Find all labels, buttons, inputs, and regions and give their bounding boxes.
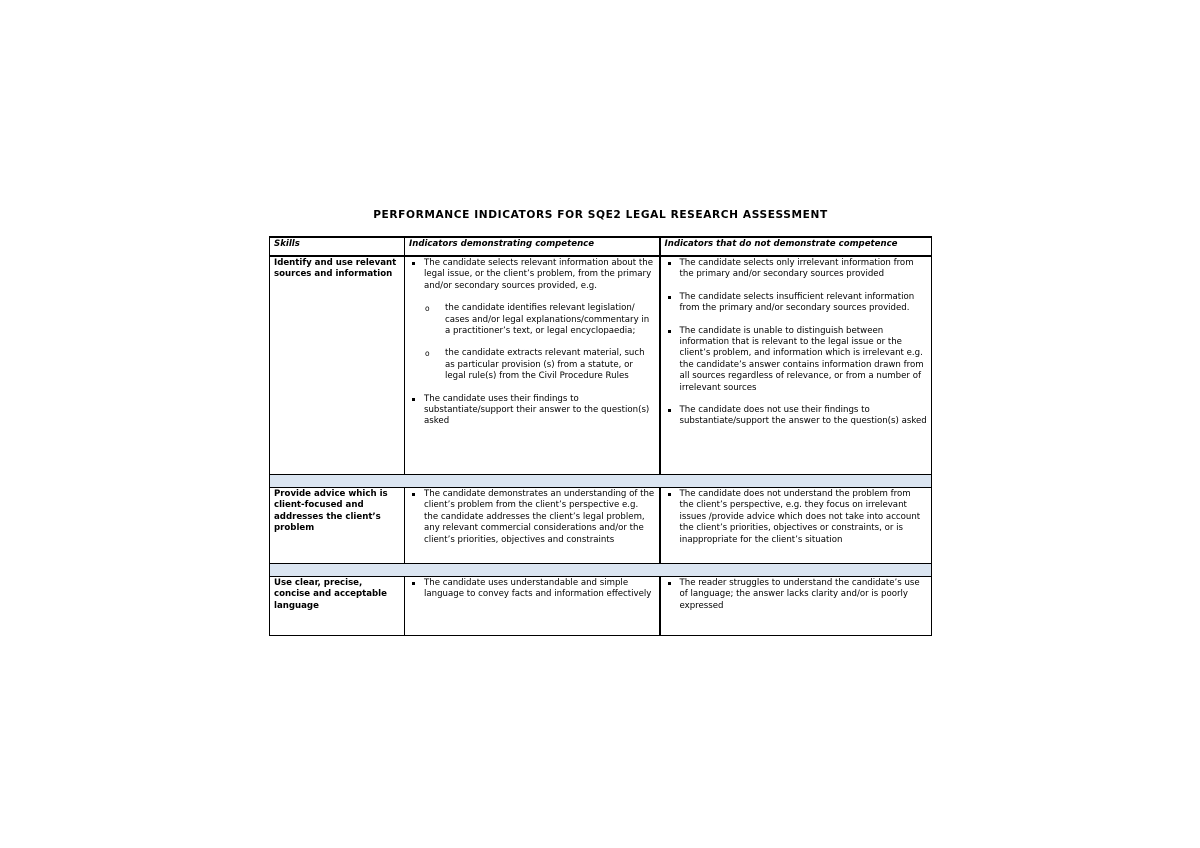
list-item: The candidate demonstrates an understanding of the client’s problem from the client’s perspective e.g. the candidate addresses the client’s legal problem, any relevant commercial considerations and/or the client’s priorities, objectives and constraints — [409, 489, 655, 546]
competent-cell — [405, 577, 660, 636]
list-item: The candidate does not understand the problem from the client’s perspective, e.g. they focus on irrelevant issues /provide advice which does not take into account the client’s priorities, objectives or constraints, or is inappropriate for the client’s situation — [665, 489, 928, 546]
list-item: The candidate selects only irrelevant information from the primary and/or secondary sources provided — [665, 258, 928, 281]
competent-cell — [405, 256, 660, 475]
sub-list — [424, 303, 655, 382]
list-item: The candidate uses understandable and simple language to convey facts and information effectively — [409, 578, 655, 601]
table-row — [270, 577, 932, 636]
spacer-row — [270, 564, 932, 577]
sub-list-item: o the candidate extracts relevant material, such as particular provision (s) from a statute, or legal rule(s) from the Civil Procedure Rules — [424, 348, 655, 382]
not-competent-cell — [660, 256, 932, 475]
skill-cell: Identify and use relevant sources and information — [270, 256, 405, 475]
performance-indicators-table — [269, 236, 932, 636]
header-skills: Skills — [270, 237, 405, 256]
header-not-competent: Indicators that do not demonstrate competence — [660, 237, 932, 256]
table-row — [270, 488, 932, 564]
competent-list — [409, 258, 655, 428]
table-header-row — [270, 237, 932, 256]
list-item — [409, 258, 655, 383]
list-item: The candidate uses their findings to substantiate/support their answer to the question(s) asked — [409, 394, 655, 428]
skill-cell: Provide advice which is client-focused and addresses the client’s problem — [270, 488, 405, 564]
not-competent-list — [665, 258, 928, 428]
list-item: The candidate selects insufficient relevant information from the primary and/or secondary sources provided. — [665, 292, 928, 315]
sub-list-item: o the candidate identifies relevant legislation/ cases and/or legal explanations/commentary in a practitioner’s text, or legal encyclopaedia; — [424, 303, 655, 337]
list-item-text: The candidate selects relevant information about the legal issue, or the client’s problem, from the primary and/or secondary sources provided, e.g. — [424, 258, 654, 291]
table-row — [270, 256, 932, 475]
header-competent: Indicators demonstrating competence — [405, 237, 660, 256]
document-title: PERFORMANCE INDICATORS FOR SQE2 LEGAL RESEARCH ASSESSMENT — [373, 209, 828, 221]
skill-cell: Use clear, precise, concise and acceptable language — [270, 577, 405, 636]
list-item: The candidate is unable to distinguish between information that is relevant to the legal issue or the client’s problem, and information which is irrelevant e.g. the candidate’s answer contains information drawn from all sources regardless of relevance, or from a number of irrelevant sources — [665, 326, 928, 394]
list-item: The candidate does not use their findings to substantiate/support the answer to the question(s) asked — [665, 405, 928, 428]
not-competent-cell — [660, 488, 932, 564]
list-item: The reader struggles to understand the candidate’s use of language; the answer lacks clarity and/or is poorly expressed — [665, 578, 928, 612]
competent-cell — [405, 488, 660, 564]
spacer-row — [270, 475, 932, 488]
not-competent-cell — [660, 577, 932, 636]
